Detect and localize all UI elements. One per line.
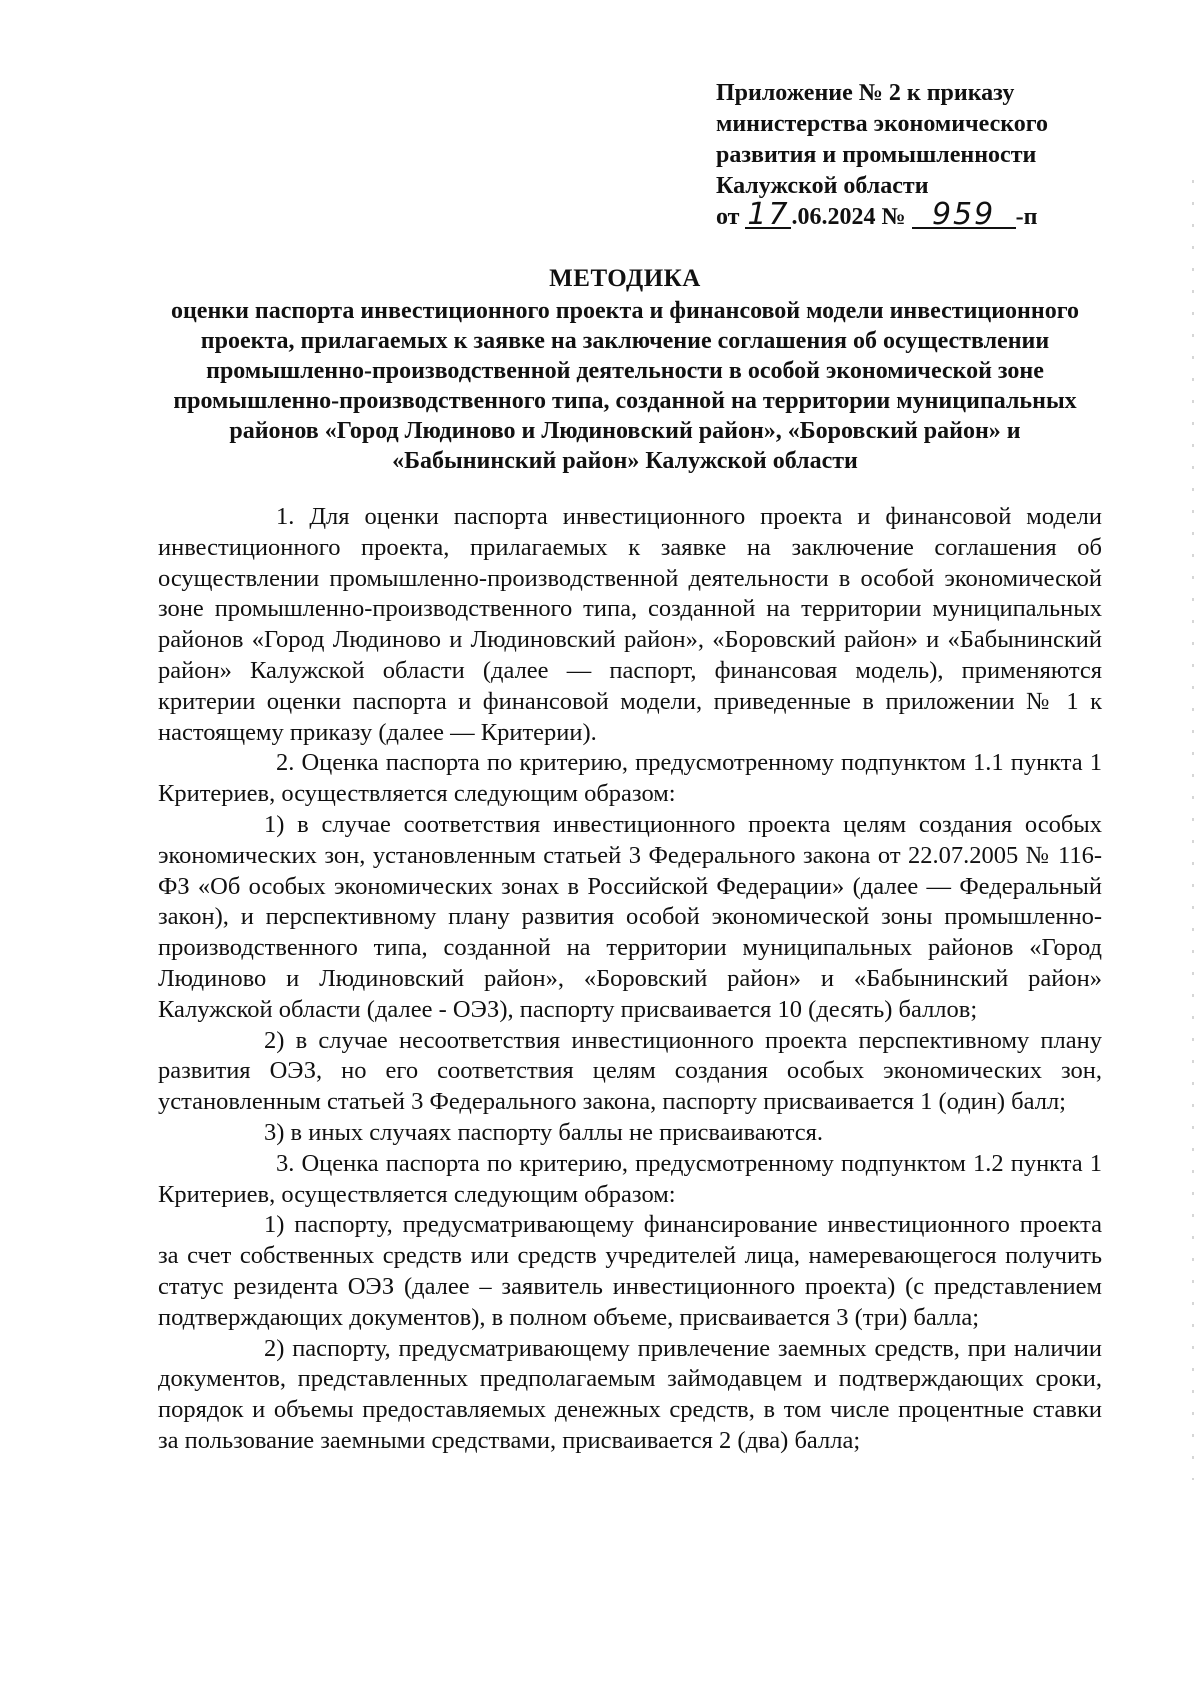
paragraph-3: 3. Оценка паспорта по критерию, предусмотренному подпунктом 1.2 пункта 1 Критериев, осуществляется следующим образом: [158,1149,1102,1208]
paragraph-1: 1. Для оценки паспорта инвестиционного проекта и финансовой модели инвестиционного проекта, прилагаемых к заявке на заключение соглашения об осуществлении промышленно-производственной деятельности в особой экономической зоне промышленно-производственного типа, созданной на территории муниципальных районов «Город Людиново и Людиновский район», «Боровский район» и «Бабынинский район» Калужской области (далее — паспорт, финансовая модель), применяются критерии оценки паспорта и финансовой модели, приведенные в приложении № 1 к настоящему приказу (далее — Критерии). [158,503,1102,746]
paragraph-3-item-2: 2) паспорту, предусматривающему привлечение заемных средств, при наличии документов, представленных предполагаемым займодавцем и подтверждающих сроки, порядок и объемы предоставляемых денежных средств, в том числе процентные ставки за пользование заемными средствами, присваивается 2 (два) балла; [158,1334,1102,1454]
paragraph-2-item-3: 3) в иных случаях паспорту баллы не присваиваются. [264,1118,824,1146]
document-subtitle: оценки паспорта инвестиционного проекта и финансовой модели инвестиционного проекта, прилагаемых к заявке на заключение соглашения об осуществлении промышленно-производственной деятельности в особой экономической зоне промышленно-производственного типа, созданной на территории муниципальных районов «Город Людиново и Людиновский район», «Боровский район» и «Бабынинский район» Калужской области [170,298,1080,474]
scan-edge-artifact [1192,180,1194,1480]
order-suffix: -п [1015,204,1038,230]
paragraph-2: 2. Оценка паспорта по критерию, предусмотренному подпунктом 1.1 пункта 1 Критериев, осуществляется следующим образом: [158,749,1102,808]
approval-header [716,78,1146,233]
paragraph-3-item-1: 1) паспорту, предусматривающему финансирование инвестиционного проекта за счет собственных средств или средств учредителей лица, намеревающегося получить статус резидента ОЭЗ (далее – заявитель инвестиционного проекта) (с представлением подтверждающих документов), в полном объеме, присваивается 3 (три) балла; [158,1211,1102,1331]
approval-line-3: развития и промышленности [716,142,1037,168]
order-date-line [716,197,1146,233]
handwritten-day: 17 [747,197,790,232]
paragraph-2-item-1: 1) в случае соответствия инвестиционного проекта целям создания особых экономических зон, установленным статьей 3 Федерального закона от 22.07.2005 № 116-ФЗ «Об особых экономических зонах в Российской Федерации» (далее — Федеральный закон), и перспективному плану развития особой экономической зоны промышленно-производственного типа, созданной на территории муниципальных районов «Город Людиново и Людиновский район», «Боровский район» и «Бабынинский район» Калужской области (далее - ОЭЗ), паспорту присваивается 10 (десять) баллов; [158,810,1102,1023]
approval-line-1: Приложение № 2 к приказу [716,80,1015,106]
paragraph-2-item-2: 2) в случае несоответствия инвестиционного проекта перспективному плану развития ОЭЗ, но его соответствия целям создания особых экономических зон, установленным статьей 3 Федерального закона, паспорту присваивается 1 (один) балл; [158,1026,1102,1116]
date-prefix: от [716,204,740,230]
document-body [158,502,1102,1457]
document-title-block [150,262,1100,476]
handwritten-order-number: 959 [912,203,1016,229]
document-title: МЕТОДИКА [549,265,701,292]
date-rest: .06.2024 № [791,204,906,230]
approval-line-2: министерства экономического [716,111,1049,137]
approval-line-4: Калужской области [716,173,929,199]
